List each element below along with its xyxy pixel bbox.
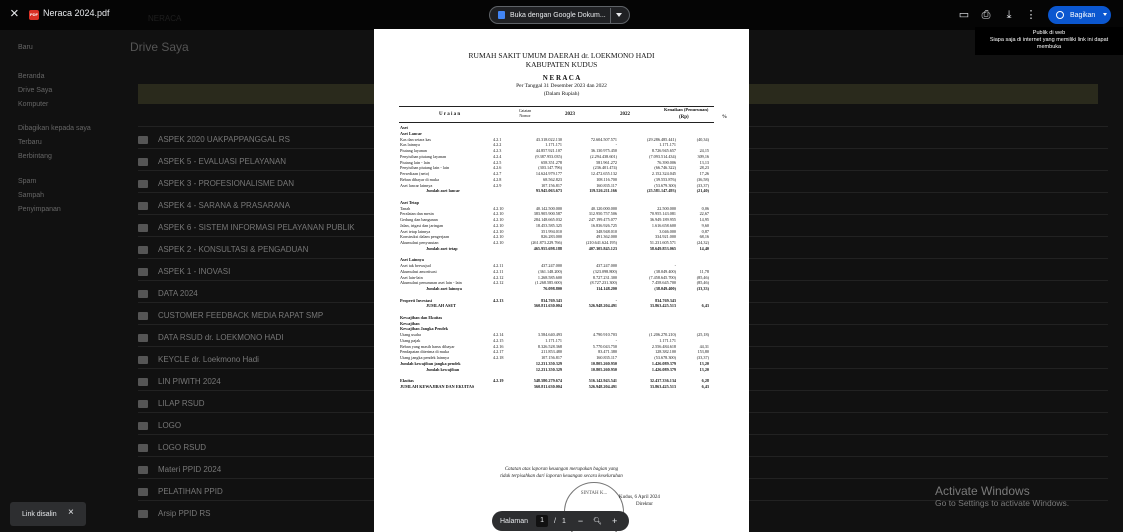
row-label: Jumlah kewajiban jangka pendek bbox=[400, 360, 461, 366]
row-value-c: 76.390.006 bbox=[657, 159, 676, 165]
row-value-b: (8.727.231.300) bbox=[590, 280, 617, 286]
toast-close-icon[interactable]: × bbox=[68, 507, 74, 518]
row-value-b: 10.805.260.950 bbox=[590, 366, 617, 372]
row-value-p: (40,34) bbox=[696, 136, 709, 142]
close-icon[interactable]: × bbox=[10, 5, 19, 22]
row-value-a: 107.156.817 bbox=[541, 182, 562, 188]
row-value-c: (66.746.322) bbox=[654, 165, 676, 171]
row-value-b: 516.142.943.541 bbox=[588, 378, 617, 383]
row-value-n: 4.2.16 bbox=[493, 343, 504, 349]
link-copied-toast bbox=[10, 502, 86, 526]
row-label: Utang jangka pendek lainnya bbox=[400, 355, 449, 360]
google-docs-icon bbox=[498, 11, 505, 19]
windows-activation-subtitle: Go to Settings to activate Windows. bbox=[935, 498, 1070, 508]
row-value-b: 114.148.200 bbox=[596, 286, 617, 291]
row-value-a: 68.562.823 bbox=[543, 176, 562, 182]
row-value-c: (38.049.400) bbox=[654, 286, 676, 291]
row-value-n: 4.2.17 bbox=[493, 349, 504, 355]
row-value-c: 1.426.089.379 bbox=[651, 366, 676, 372]
col-rp: (Rp) bbox=[679, 115, 689, 120]
row-value-n: 4.2.13 bbox=[493, 297, 504, 303]
row-value-a: 437.247.000 bbox=[541, 263, 562, 268]
bg-sidebar-item: Komputer bbox=[18, 101, 49, 108]
row-value-c: 7.458.645.700 bbox=[651, 280, 676, 286]
row-value-p: (85,46) bbox=[696, 274, 709, 280]
row-value-c: (29.286.485.441) bbox=[647, 136, 676, 142]
row-value-p: 0,06 bbox=[701, 205, 709, 211]
footnote-2: tidak terpisahkan dari laporan keuangan secara keseluruhan bbox=[500, 474, 623, 479]
row-value-a: 8.326.528.368 bbox=[537, 343, 562, 349]
row-value-a: 3.584.640.493 bbox=[537, 332, 562, 337]
row-value-b: 491.362.000 bbox=[596, 234, 617, 240]
row-value-a: 40.142.500.000 bbox=[535, 205, 562, 211]
row-label: Akumulasi penurunan aset lain - lain bbox=[400, 280, 462, 286]
row-label: Pendapatan diterima di muka bbox=[400, 349, 449, 355]
chevron-down-icon[interactable] bbox=[616, 13, 622, 17]
row-label: Akumulasi amortisasi bbox=[400, 268, 437, 274]
sign-place: Kudus, 6 April 2024 bbox=[619, 495, 660, 500]
row-value-c: 128.382.100 bbox=[655, 349, 676, 355]
row-value-a: 14.624.979.177 bbox=[535, 171, 562, 176]
row-value-b: 526.948.204.491 bbox=[588, 383, 617, 389]
row-value-a: 93.945.063.673 bbox=[535, 188, 562, 194]
row-value-n: 4.2.7 bbox=[493, 171, 502, 176]
tooltip-body: Siapa saja di internet yang memiliki link ini dapat membuka bbox=[989, 37, 1109, 50]
row-value-p: 9,60 bbox=[701, 222, 709, 228]
viewer-topbar bbox=[0, 0, 1123, 30]
folder-icon bbox=[138, 202, 148, 210]
row-value-c: 1.171.171 bbox=[659, 337, 676, 343]
row-label: Gedung dan bangunan bbox=[400, 217, 438, 222]
bg-folder-name: LOGO bbox=[158, 421, 182, 430]
row-value-a: 560.811.630.004 bbox=[533, 383, 562, 389]
row-value-b: 8.727.231.300 bbox=[592, 274, 617, 280]
more-options-icon[interactable]: ⋮ bbox=[1025, 9, 1037, 21]
row-value-b: 16.836.926.725 bbox=[590, 222, 617, 228]
bg-folder-name: PELATIHAN PPID bbox=[158, 487, 223, 496]
folder-icon bbox=[138, 356, 148, 364]
row-label: Aset Tetap bbox=[400, 199, 419, 205]
row-value-c: 8.726.945.657 bbox=[651, 148, 676, 153]
folder-icon bbox=[138, 312, 148, 320]
row-value-a: 284.148.665.032 bbox=[533, 217, 562, 222]
table-header bbox=[399, 106, 727, 123]
page-label: Halaman bbox=[500, 517, 529, 525]
col-catatan: Catatan Nomor bbox=[518, 108, 532, 118]
row-label: Ekuitas bbox=[400, 378, 414, 383]
row-value-a: 1.171.171 bbox=[545, 142, 562, 148]
share-button[interactable] bbox=[1048, 6, 1111, 24]
row-value-c: 36.949.189.955 bbox=[649, 217, 676, 222]
row-value-n: 4.2.6 bbox=[493, 165, 502, 171]
row-value-c: 1.616.658.600 bbox=[651, 222, 676, 228]
row-value-c: - bbox=[674, 263, 676, 268]
bg-folder-name: ASPEK 2020 UAKPAPPANGGAL RS bbox=[158, 135, 290, 144]
row-value-p: 0,87 bbox=[701, 228, 709, 234]
row-value-n: 4.2.19 bbox=[493, 378, 504, 383]
page-controls bbox=[492, 511, 629, 531]
row-value-c: (39.553.876) bbox=[654, 176, 676, 182]
row-label: Kas dan setara kas bbox=[400, 136, 432, 142]
row-value-p: 13,20 bbox=[699, 360, 709, 366]
bg-folder-name: LILAP RSUD bbox=[158, 399, 205, 408]
row-value-a: 658.351.278 bbox=[541, 159, 562, 165]
row-value-b: 119.526.211.166 bbox=[589, 188, 617, 194]
row-value-p: (33,37) bbox=[696, 182, 709, 188]
row-value-c: (1.206.270.210) bbox=[649, 332, 676, 337]
row-value-p: (33,33) bbox=[696, 286, 709, 291]
row-value-a: 548.580.279.674 bbox=[533, 378, 562, 383]
row-value-b: (2.294.438.601) bbox=[590, 153, 617, 159]
bg-sidebar-item: Drive Saya bbox=[18, 87, 53, 94]
row-value-c: 2.152.324.045 bbox=[651, 171, 676, 176]
doc-heading: N E R A C A bbox=[542, 74, 581, 82]
row-value-n: 4.2.2 bbox=[493, 142, 502, 148]
row-label: Utang pajak bbox=[400, 337, 421, 343]
folder-icon bbox=[138, 158, 148, 166]
row-value-c: 334.921.000 bbox=[655, 234, 676, 240]
row-value-n: 4.2.10 bbox=[493, 211, 504, 217]
col-pct: % bbox=[722, 115, 727, 120]
row-label: Jumlah kewajiban bbox=[426, 366, 460, 372]
doc-title-2: KABUPATEN KUDUS bbox=[525, 60, 598, 69]
tooltip-title: Publik di web bbox=[1032, 30, 1066, 36]
row-value-a: (261.873.229.766) bbox=[530, 240, 562, 245]
row-value-b: 160.835.117 bbox=[596, 355, 617, 360]
row-value-p: (25,18) bbox=[696, 332, 709, 337]
row-value-b: - bbox=[615, 337, 617, 343]
row-value-c: 58.649.853.065 bbox=[649, 245, 676, 251]
row-value-b: 526.948.204.491 bbox=[588, 303, 617, 309]
bg-sidebar-item: Penyimpanan bbox=[18, 206, 61, 213]
zoom-icon[interactable]: 🔍︎ bbox=[593, 518, 603, 525]
page-separator: / bbox=[554, 517, 556, 525]
row-value-p: 13,20 bbox=[699, 366, 709, 372]
row-label: Beban yang masih harus dibayar bbox=[400, 343, 455, 349]
row-value-c: 70.955.143.081 bbox=[649, 211, 676, 217]
bg-folder-name: ASPEK 3 - PROFESIONALISME DAN bbox=[158, 179, 295, 188]
row-value-p: 6,43 bbox=[701, 303, 709, 309]
bg-sidebar-item: Terbaru bbox=[18, 139, 42, 146]
bg-sidebar-item: Berbintang bbox=[18, 153, 52, 160]
row-value-n: 4.2.10 bbox=[493, 222, 504, 228]
row-value-c: 834.769.343 bbox=[655, 297, 676, 303]
row-value-p: 153,80 bbox=[697, 349, 709, 355]
row-value-b: 4.790.910.703 bbox=[592, 332, 617, 337]
row-label: Piutang lain - lain bbox=[400, 159, 430, 165]
row-value-n: 4.2.1 bbox=[493, 136, 502, 142]
row-value-c: 33.863.425.513 bbox=[649, 383, 676, 389]
row-value-p: (24,32) bbox=[696, 240, 709, 245]
row-value-p: 11,78 bbox=[699, 268, 709, 274]
row-value-p: (85,46) bbox=[696, 280, 709, 286]
row-value-n: 4.2.12 bbox=[493, 274, 504, 280]
file-title: Neraca 2024.pdf bbox=[43, 8, 110, 18]
row-value-a: 351.994.010 bbox=[541, 228, 562, 234]
bg-folder-name: ASPEK 6 - SISTEM INFORMASI PELAYANAN PUBLIK bbox=[158, 223, 355, 232]
row-value-c: 51.231.605.571 bbox=[649, 240, 676, 245]
row-value-a: 834.769.343 bbox=[541, 297, 562, 303]
row-value-a: 1.171.171 bbox=[545, 337, 562, 343]
row-label: Jalan, irigasi dan jaringan bbox=[400, 222, 444, 228]
row-value-b: 10.805.260.950 bbox=[590, 360, 617, 366]
row-value-p: 6,28 bbox=[701, 378, 709, 383]
row-label: Jumlah aset tetap bbox=[426, 245, 458, 251]
row-value-c: 1.426.089.379 bbox=[651, 360, 676, 366]
folder-icon bbox=[138, 466, 148, 474]
row-value-a: 383.905.900.587 bbox=[533, 211, 562, 217]
row-value-b: 312.950.757.506 bbox=[588, 211, 617, 217]
row-value-b: 160.835.117 bbox=[596, 182, 617, 188]
row-value-b: 72.604.507.571 bbox=[590, 136, 617, 142]
page-number-input[interactable]: 1 bbox=[536, 515, 548, 527]
row-value-n: 4.2.18 bbox=[493, 355, 504, 360]
folder-icon bbox=[138, 422, 148, 430]
row-value-b: 437.247.000 bbox=[596, 263, 617, 268]
row-value-b: 83.471.380 bbox=[598, 349, 617, 355]
row-value-c: (7.458.645.700) bbox=[649, 274, 676, 280]
folder-icon bbox=[138, 246, 148, 254]
row-label: Beban dibayar di muka bbox=[400, 176, 439, 182]
stamp-text: SINTAH K... bbox=[580, 491, 608, 496]
row-value-a: 211.853.480 bbox=[541, 349, 562, 355]
row-value-p: 309,16 bbox=[697, 153, 709, 159]
folder-icon bbox=[138, 268, 148, 276]
doc-title-1: RUMAH SAKIT UMUM DAERAH dr. LOEKMONO HADI bbox=[468, 51, 655, 60]
col-2023: 2023 bbox=[565, 112, 575, 117]
row-value-p: 44,31 bbox=[699, 343, 709, 349]
drive-title: Drive Saya bbox=[130, 40, 189, 54]
comment-icon[interactable]: ▭ bbox=[958, 9, 970, 21]
row-value-a: 560.811.630.004 bbox=[533, 303, 562, 309]
bg-folder-name: ASPEK 2 - KONSULTASI & PENGADUAN bbox=[158, 245, 309, 254]
bg-folder-name: LOGO RSUD bbox=[158, 443, 207, 452]
row-label: Aset bbox=[400, 125, 408, 130]
download-icon[interactable]: ⤓ bbox=[1006, 9, 1012, 21]
row-value-c: (7.093.514.434) bbox=[649, 153, 676, 159]
open-with-label: Buka dengan Google Dokum... bbox=[510, 11, 606, 19]
folder-icon bbox=[138, 180, 148, 188]
bg-folder-name: Materi PPID 2024 bbox=[158, 465, 222, 474]
row-value-a: 76.098.800 bbox=[543, 286, 562, 291]
bg-folder-name: DATA 2024 bbox=[158, 289, 198, 298]
row-value-c: 3.046.000 bbox=[659, 228, 676, 234]
row-value-n: 4.2.3 bbox=[493, 148, 502, 153]
row-label: Aset lancar lainnya bbox=[400, 182, 433, 188]
folder-icon bbox=[138, 510, 148, 518]
row-value-b: 5.770.043.750 bbox=[592, 343, 617, 349]
row-value-a: (303.147.796) bbox=[538, 165, 562, 171]
row-label: Aset tak berwujud bbox=[400, 263, 431, 268]
row-value-b: 247.199.475.077 bbox=[588, 217, 617, 222]
share-dropdown-icon[interactable] bbox=[1103, 13, 1107, 16]
folder-icon bbox=[138, 488, 148, 496]
row-value-p: 17,26 bbox=[699, 171, 709, 176]
row-value-n: 4.2.11 bbox=[493, 263, 504, 268]
row-value-n: 4.2.14 bbox=[493, 332, 504, 337]
row-value-p: 24,15 bbox=[699, 148, 709, 153]
doc-unit: (Dalam Rupiah) bbox=[543, 91, 580, 97]
row-label: JUMLAH ASET bbox=[426, 303, 456, 309]
row-value-n: 4.2.15 bbox=[493, 337, 504, 343]
folder-icon bbox=[138, 136, 148, 144]
sign-role: Direktur bbox=[636, 502, 653, 507]
row-value-c: (38.049.400) bbox=[654, 268, 676, 274]
row-value-n: 4.2.10 bbox=[493, 217, 504, 222]
bg-folder-name: CUSTOMER FEEDBACK MEDIA RAPAT SMP bbox=[158, 311, 324, 320]
row-value-n: 4.2.11 bbox=[493, 268, 504, 274]
row-label: Tanah bbox=[400, 205, 411, 211]
row-value-a: (1.268.585.600) bbox=[535, 280, 562, 286]
row-value-n: 4.2.10 bbox=[493, 240, 504, 245]
windows-activation-title: Activate Windows bbox=[935, 484, 1030, 498]
row-value-n: 4.2.4 bbox=[493, 153, 502, 159]
row-value-p: 14,40 bbox=[699, 245, 709, 251]
row-value-p: 6,43 bbox=[701, 383, 709, 389]
row-value-b: - bbox=[615, 297, 617, 303]
row-value-a: 465.955.698.188 bbox=[533, 245, 562, 251]
row-value-a: 1.268.585.600 bbox=[537, 274, 562, 280]
row-label: Aset lain-lain bbox=[400, 274, 423, 280]
row-value-a: (361.148.200) bbox=[538, 268, 562, 274]
row-value-a: 12.231.350.329 bbox=[535, 360, 562, 366]
folder-icon bbox=[138, 224, 148, 232]
row-label: Aset tetap lainnya bbox=[400, 228, 431, 234]
row-value-c: (53.678.300) bbox=[654, 355, 676, 360]
share-label: Bagikan bbox=[1070, 11, 1096, 19]
row-value-p: (33,37) bbox=[696, 355, 709, 360]
row-value-p: 22,67 bbox=[699, 211, 709, 217]
bg-folder-name: ASPEK 5 - EVALUASI PELAYANAN bbox=[158, 157, 287, 166]
row-value-b: - bbox=[615, 142, 617, 148]
bg-sidebar-item: Dibagikan kepada saya bbox=[18, 125, 91, 132]
pdf-page bbox=[374, 29, 749, 532]
row-value-b: 108.116.700 bbox=[596, 176, 617, 182]
row-value-b: (236.401.474) bbox=[593, 165, 617, 171]
row-value-n: 4.2.12 bbox=[493, 280, 504, 286]
col-uraian: U r a i a n bbox=[439, 112, 461, 117]
row-label: Persediaan (neto) bbox=[400, 171, 430, 176]
row-value-n: 4.2.8 bbox=[493, 176, 502, 182]
row-value-c: 1.171.171 bbox=[659, 142, 676, 148]
row-value-c: 2.556.484.618 bbox=[651, 343, 676, 349]
row-value-n: 4.2.10 bbox=[493, 234, 504, 240]
row-value-b: 407.305.845.123 bbox=[588, 245, 617, 251]
bg-folder-name: KEYCLE dr. Loekmono Hadi bbox=[158, 355, 259, 364]
row-value-c: (53.679.300) bbox=[654, 182, 676, 188]
row-label: Kas lainnya bbox=[400, 142, 420, 148]
row-label: Penyisihan piutang lain - lain bbox=[400, 165, 450, 171]
print-icon[interactable]: ⎙ bbox=[981, 9, 991, 21]
folder-icon bbox=[138, 378, 148, 386]
footnote-1: Catatan atas laporan keuangan merupakan bagian yang bbox=[504, 467, 619, 472]
page-total: 1 bbox=[561, 517, 566, 525]
row-value-a: 44.857.921.107 bbox=[535, 148, 562, 153]
folder-icon bbox=[138, 444, 148, 452]
row-label: Peralatan dan mesin bbox=[400, 211, 434, 217]
bg-sidebar-item: Beranda bbox=[18, 73, 45, 80]
bg-folder-name: LIN PIWITH 2024 bbox=[158, 377, 221, 386]
folder-icon bbox=[138, 290, 148, 298]
row-label: Akumulasi penyusutan bbox=[400, 240, 439, 245]
row-label: Piutang layanan bbox=[400, 148, 427, 153]
row-label: Aset Lainnya bbox=[400, 257, 424, 263]
toast-text: Link disalin bbox=[22, 510, 57, 518]
row-value-a: 107.156.817 bbox=[541, 355, 562, 360]
folder-icon bbox=[138, 334, 148, 342]
col-2022: 2022 bbox=[620, 112, 630, 117]
row-value-c: (25.581.147.493) bbox=[647, 188, 676, 194]
row-value-a: (9.387.953.035) bbox=[535, 153, 562, 159]
row-label: JUMLAH KEWAJIBAN DAN EKUITAS bbox=[400, 383, 475, 389]
row-value-b: 40.120.000.000 bbox=[590, 205, 617, 211]
bg-folder-name: ASPEK 4 - SARANA & PRASARANA bbox=[158, 201, 291, 210]
row-value-p: (36,58) bbox=[696, 176, 709, 182]
zoom-in-icon[interactable]: + bbox=[612, 516, 618, 526]
row-label: Utang usaha bbox=[400, 332, 421, 337]
pdf-file-icon: PDF bbox=[29, 10, 39, 20]
row-value-a: 826.283.000 bbox=[541, 234, 562, 240]
col-kenaikan: Kenaikan (Penurunan) bbox=[664, 107, 709, 112]
row-value-n: 4.2.10 bbox=[493, 228, 504, 234]
row-label: Jumlah aset lancar bbox=[426, 188, 460, 194]
row-value-c: 32.437.336.134 bbox=[649, 378, 676, 383]
row-label: Jumlah aset lainnya bbox=[426, 286, 462, 291]
row-value-p: 68,16 bbox=[699, 234, 709, 240]
row-value-c: 22.500.000 bbox=[657, 205, 676, 211]
row-value-n: 4.2.9 bbox=[493, 182, 502, 188]
row-value-b: (210.641.624.195) bbox=[585, 240, 617, 245]
row-value-b: 348.948.010 bbox=[596, 228, 617, 234]
row-label: Penyisihan piutang layanan bbox=[400, 153, 447, 159]
row-value-a: 18.453.585.325 bbox=[535, 222, 562, 228]
row-value-a: 43.318.022.130 bbox=[535, 136, 562, 142]
row-value-b: 581.961.272 bbox=[596, 159, 617, 165]
bg-folder-name: DATA RSUD dr. LOEKMONO HADI bbox=[158, 333, 284, 342]
share-tooltip bbox=[975, 27, 1123, 55]
row-value-b: 36.130.975.450 bbox=[590, 148, 617, 153]
row-label: Properti Investasi bbox=[400, 297, 432, 303]
row-value-n: 4.2.10 bbox=[493, 205, 504, 211]
row-label: Kewajiban bbox=[400, 320, 420, 326]
row-value-c: 33.863.425.513 bbox=[649, 303, 676, 309]
bg-folder-name: ASPEK 1 - INOVASI bbox=[158, 267, 231, 276]
row-value-n: 4.2.5 bbox=[493, 159, 502, 165]
row-value-b: (323.098.800) bbox=[593, 268, 617, 274]
row-value-b: 12.472.655.132 bbox=[590, 171, 617, 176]
bg-sidebar-item: Spam bbox=[18, 178, 37, 185]
row-label: Kewajiban Jangka Pendek bbox=[400, 326, 448, 332]
row-label: Kewajiban dan Ekuitas bbox=[400, 314, 443, 320]
row-label: Aset Lancar bbox=[400, 130, 422, 136]
open-with-button[interactable] bbox=[489, 6, 630, 24]
doc-subtitle: Per Tanggal 31 Desember 2023 dan 2022 bbox=[516, 83, 607, 89]
bg-sidebar-item: Sampah bbox=[18, 192, 45, 199]
row-value-a: 12.231.350.329 bbox=[535, 366, 562, 372]
open-with-divider bbox=[610, 8, 611, 23]
bg-sidebar-item: Baru bbox=[18, 44, 33, 51]
row-value-p: 28,23 bbox=[699, 165, 709, 171]
bg-folder-name: Arsip PPID RS bbox=[158, 509, 211, 518]
zoom-out-icon[interactable]: − bbox=[577, 516, 584, 526]
row-value-p: 13,13 bbox=[699, 159, 709, 165]
folder-icon bbox=[138, 400, 148, 408]
row-value-p: (21,40) bbox=[696, 188, 709, 194]
row-label: Konstruksi dalam pengerjaan bbox=[400, 234, 450, 240]
globe-icon bbox=[1056, 11, 1064, 19]
row-value-p: 14,95 bbox=[699, 217, 709, 222]
